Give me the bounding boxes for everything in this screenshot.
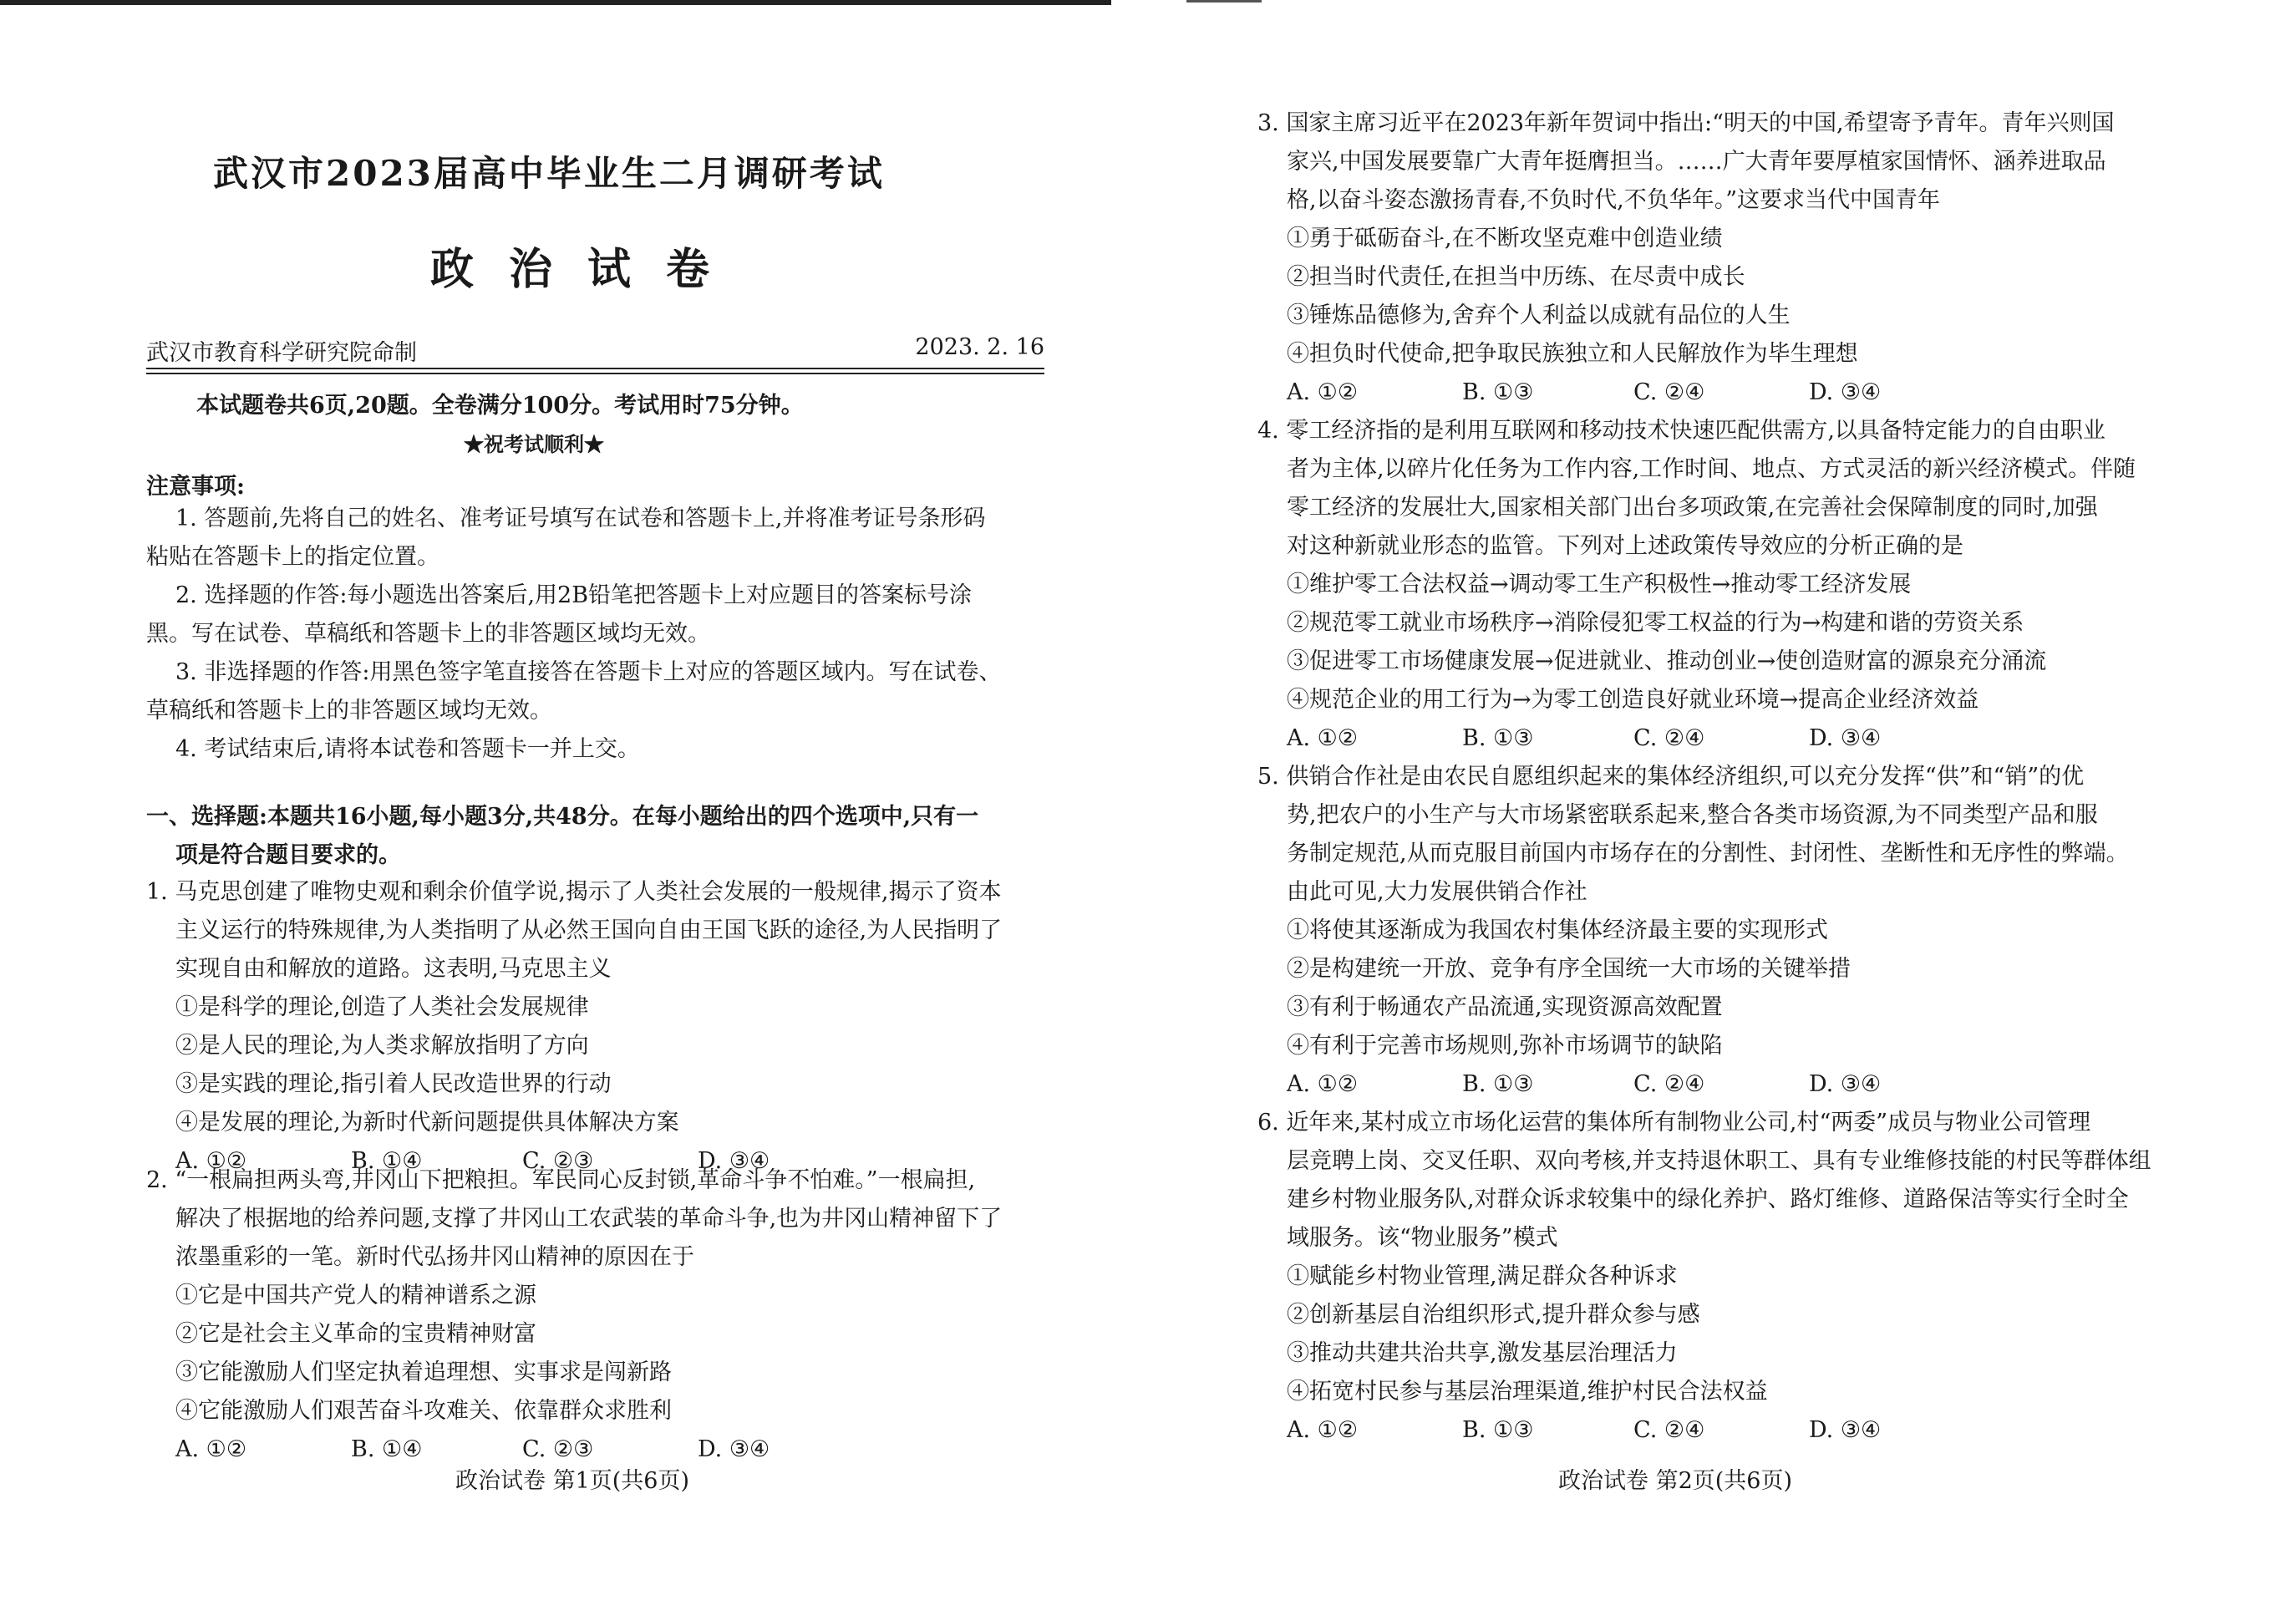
option-a[interactable]: A. ①② bbox=[1287, 725, 1359, 751]
notice-line: 粘贴在答题卡上的指定位置。 bbox=[146, 544, 439, 570]
question-stem: 势,把农户的小生产与大市场紧密联系起来,整合各类市场资源,为不同类型产品和服 bbox=[1287, 802, 2098, 828]
meta-row bbox=[146, 334, 1044, 368]
question-3 bbox=[1257, 104, 2147, 412]
option-b[interactable]: B. ①③ bbox=[1462, 725, 1534, 751]
header-rule bbox=[146, 368, 1044, 369]
answer-item: ④担负时代使命,把争取民族独立和人民解放作为毕生理想 bbox=[1287, 341, 1858, 367]
question-5 bbox=[1257, 758, 2147, 1104]
option-d[interactable]: D. ③④ bbox=[698, 1148, 770, 1174]
option-a[interactable]: A. ①② bbox=[175, 1148, 247, 1174]
question-stem: 者为主体,以碎片化任务为工作内容,工作时间、地点、方式灵活的新兴经济模式。伴随 bbox=[1287, 456, 2136, 482]
question-4 bbox=[1257, 412, 2147, 758]
question-stem: 6. 近年来,某村成立市场化运营的集体所有制物业公司,村“两委”成员与物业公司管理 bbox=[1257, 1110, 2091, 1136]
answer-item: ④规范企业的用工行为→为零工创造良好就业环境→提高企业经济效益 bbox=[1287, 687, 1979, 713]
page-footer: 政治试卷 第2页(共6页) bbox=[1558, 1468, 1793, 1494]
question-stem: 4. 零工经济指的是利用互联网和移动技术快速匹配供需方,以具备特定能力的自由职业 bbox=[1257, 418, 2106, 444]
question-stem: 实现自由和解放的道路。这表明,马克思主义 bbox=[175, 956, 612, 982]
option-c[interactable]: C. ②④ bbox=[1633, 1417, 1705, 1443]
page-footer: 政治试卷 第1页(共6页) bbox=[455, 1468, 690, 1494]
answer-item: ①是科学的理论,创造了人类社会发展规律 bbox=[175, 994, 589, 1020]
issuing-org: 武汉市教育科学研究院命制 bbox=[146, 340, 417, 366]
question-stem: 主义运行的特殊规律,为人类指明了从必然王国向自由王国飞跃的途径,为人民指明了 bbox=[175, 917, 1003, 943]
option-a[interactable]: A. ①② bbox=[1287, 1417, 1359, 1443]
option-b[interactable]: B. ①③ bbox=[1462, 1417, 1534, 1443]
answer-item: ①勇于砥砺奋斗,在不断攻坚克难中创造业绩 bbox=[1287, 226, 1723, 252]
section-heading-line: 一、选择题:本题共16小题,每小题3分,共48分。在每小题给出的四个选项中,只有一 bbox=[146, 804, 979, 830]
notice-line: 3. 非选择题的作答:用黑色签字笔直接答在答题卡上对应的答题区域内。写在试卷、 bbox=[175, 659, 1002, 685]
answer-item: ①它是中国共产党人的精神谱系之源 bbox=[175, 1283, 536, 1308]
options-row bbox=[1257, 1065, 2147, 1104]
question-2 bbox=[146, 1161, 1044, 1469]
scan-edge-right bbox=[1186, 0, 1262, 3]
question-stem: 务制定规范,从而克服目前国内市场存在的分割性、封闭性、垄断性和无序性的弊端。 bbox=[1287, 841, 2129, 866]
option-d[interactable]: D. ③④ bbox=[698, 1436, 770, 1462]
option-c[interactable]: C. ②④ bbox=[1633, 725, 1705, 751]
option-a[interactable]: A. ①② bbox=[1287, 1071, 1359, 1097]
subject-title: 政治试卷 bbox=[430, 244, 745, 295]
question-stem: 家兴,中国发展要靠广大青年挺膺担当。……广大青年要厚植家国情怀、涵养进取品 bbox=[1287, 149, 2106, 175]
option-d[interactable]: D. ③④ bbox=[1809, 1417, 1882, 1443]
question-stem: 域服务。该“物业服务”模式 bbox=[1287, 1225, 1558, 1251]
answer-item: ④它能激励人们艰苦奋斗攻难关、依靠群众求胜利 bbox=[175, 1398, 672, 1424]
options-row bbox=[1257, 373, 2147, 412]
option-b[interactable]: B. ①③ bbox=[1462, 379, 1534, 405]
answer-item: ③有利于畅通农产品流通,实现资源高效配置 bbox=[1287, 994, 1723, 1020]
notices bbox=[146, 500, 1044, 769]
answer-item: ③是实践的理论,指引着人民改造世界的行动 bbox=[175, 1071, 612, 1097]
question-stem: 格,以奋斗姿态激扬青春,不负时代,不负华年。”这要求当代中国青年 bbox=[1287, 187, 1941, 213]
answer-item: ②担当时代责任,在担当中历练、在尽责中成长 bbox=[1287, 264, 1745, 290]
section-heading bbox=[146, 798, 1044, 875]
notice-heading: 注意事项: bbox=[146, 474, 245, 500]
question-stem: 浓墨重彩的一笔。新时代弘扬井冈山精神的原因在于 bbox=[175, 1244, 694, 1270]
option-d[interactable]: D. ③④ bbox=[1809, 379, 1882, 405]
answer-item: ②规范零工就业市场秩序→消除侵犯零工权益的行为→构建和谐的劳资关系 bbox=[1287, 610, 2024, 636]
answer-item: ③推动共建共治共享,激发基层治理活力 bbox=[1287, 1340, 1678, 1366]
answer-item: ④有利于完善市场规则,弥补市场调节的缺陷 bbox=[1287, 1033, 1723, 1059]
answer-item: ①赋能乡村物业管理,满足群众各种诉求 bbox=[1287, 1263, 1678, 1289]
options-row bbox=[1257, 1411, 2147, 1450]
notice-line: 4. 考试结束后,请将本试卷和答题卡一并上交。 bbox=[175, 736, 640, 762]
option-c[interactable]: C. ②④ bbox=[1633, 379, 1705, 405]
option-c[interactable]: C. ②③ bbox=[522, 1148, 594, 1174]
notice-line: 2. 选择题的作答:每小题选出答案后,用2B铅笔把答题卡上对应题目的答案标号涂 bbox=[175, 582, 973, 608]
answer-item: ②它是社会主义革命的宝贵精神财富 bbox=[175, 1321, 536, 1347]
question-1 bbox=[146, 873, 1044, 1181]
exam-summary: 本试题卷共6页,20题。全卷满分100分。考试用时75分钟。 bbox=[196, 393, 804, 419]
question-stem: 2. “一根扁担两头弯,井冈山下把粮担。军民同心反封锁,革命斗争不怕难。”一根扁担, bbox=[146, 1167, 976, 1193]
notice-line: 1. 答题前,先将自己的姓名、准考证号填写在试卷和答题卡上,并将准考证号条形码 bbox=[175, 506, 986, 531]
answer-item: ②创新基层自治组织形式,提升群众参与感 bbox=[1287, 1302, 1700, 1328]
answer-item: ③锤炼品德修为,舍弃个人利益以成就有品位的人生 bbox=[1287, 302, 1791, 328]
answer-item: ①将使其逐渐成为我国农村集体经济最主要的实现形式 bbox=[1287, 917, 1828, 943]
question-stem: 1. 马克思创建了唯物史观和剩余价值学说,揭示了人类社会发展的一般规律,揭示了资本 bbox=[146, 879, 1002, 905]
option-b[interactable]: B. ①④ bbox=[351, 1436, 423, 1462]
answer-item: ④拓宽村民参与基层治理渠道,维护村民合法权益 bbox=[1287, 1379, 1768, 1405]
answer-item: ③促进零工市场健康发展→促进就业、推动创业→使创造财富的源泉充分涌流 bbox=[1287, 648, 2047, 674]
header-rule-double bbox=[146, 373, 1044, 374]
exam-date: 2023. 2. 16 bbox=[915, 334, 1044, 360]
answer-item: ④是发展的理论,为新时代新问题提供具体解决方案 bbox=[175, 1110, 679, 1136]
question-stem: 由此可见,大力发展供销合作社 bbox=[1287, 879, 1587, 905]
answer-item: ③它能激励人们坚定执着追理想、实事求是闯新路 bbox=[175, 1359, 672, 1385]
question-stem: 5. 供销合作社是由农民自愿组织起来的集体经济组织,可以充分发挥“供”和“销”的优 bbox=[1257, 764, 2085, 790]
option-b[interactable]: B. ①④ bbox=[351, 1148, 423, 1174]
option-c[interactable]: C. ②③ bbox=[522, 1436, 594, 1462]
scan-edge-left bbox=[0, 0, 1111, 5]
good-luck-line: ★祝考试顺利★ bbox=[464, 432, 604, 456]
answer-item: ①维护零工合法权益→调动零工生产积极性→推动零工经济发展 bbox=[1287, 572, 1912, 597]
option-a[interactable]: A. ①② bbox=[1287, 379, 1359, 405]
section-heading-line: 项是符合题目要求的。 bbox=[175, 842, 401, 868]
question-stem: 对这种新就业形态的监管。下列对上述政策传导效应的分析正确的是 bbox=[1287, 533, 1963, 559]
answer-item: ②是构建统一开放、竞争有序全国统一大市场的关键举措 bbox=[1287, 956, 1851, 982]
answer-item: ②是人民的理论,为人类求解放指明了方向 bbox=[175, 1033, 589, 1059]
question-stem: 建乡村物业服务队,对群众诉求较集中的绿化养护、路灯维修、道路保洁等实行全时全 bbox=[1287, 1187, 2129, 1212]
option-d[interactable]: D. ③④ bbox=[1809, 725, 1882, 751]
options-row bbox=[1257, 719, 2147, 758]
option-a[interactable]: A. ①② bbox=[175, 1436, 247, 1462]
question-6 bbox=[1257, 1104, 2151, 1450]
option-b[interactable]: B. ①③ bbox=[1462, 1071, 1534, 1097]
question-stem: 解决了根据地的给养问题,支撑了井冈山工农武装的革命斗争,也为井冈山精神留下了 bbox=[175, 1206, 1003, 1232]
option-d[interactable]: D. ③④ bbox=[1809, 1071, 1882, 1097]
question-stem: 零工经济的发展壮大,国家相关部门出台多项政策,在完善社会保障制度的同时,加强 bbox=[1287, 495, 2098, 521]
notice-line: 黑。写在试卷、草稿纸和答题卡上的非答题区域均无效。 bbox=[146, 621, 710, 647]
question-stem: 3. 国家主席习近平在2023年新年贺词中指出:“明天的中国,希望寄予青年。青年兴则国 bbox=[1257, 110, 2115, 136]
question-stem: 层竞聘上岗、交叉任职、双向考核,并支持退休职工、具有专业维修技能的村民等群体组 bbox=[1287, 1148, 2151, 1174]
notice-line: 草稿纸和答题卡上的非答题区域均无效。 bbox=[146, 698, 552, 724]
option-c[interactable]: C. ②④ bbox=[1633, 1071, 1705, 1097]
exam-title: 武汉市2023届高中毕业生二月调研考试 bbox=[213, 153, 885, 194]
